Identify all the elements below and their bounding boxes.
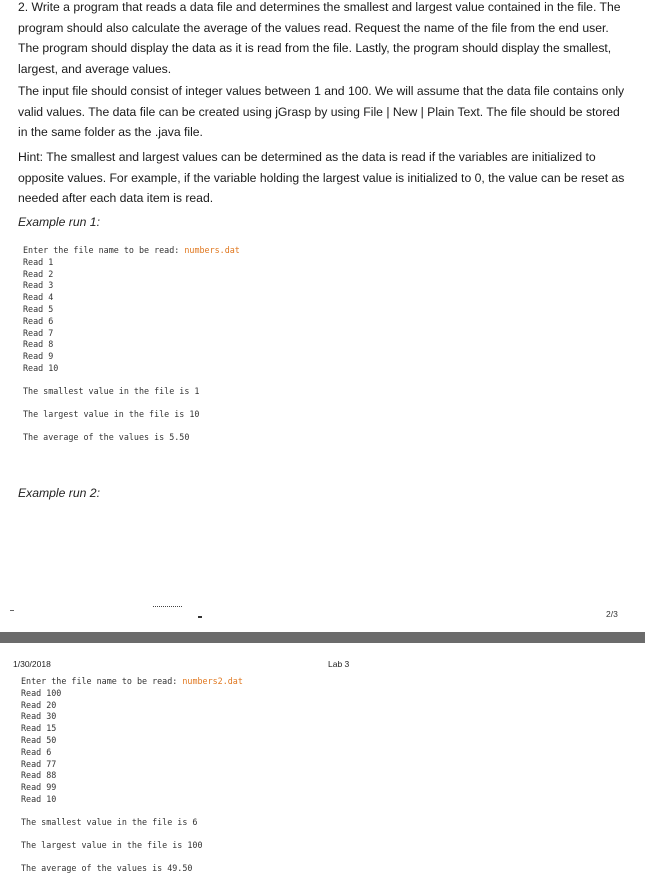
console-prompt-line (21, 676, 243, 688)
console-read-line: Read 5 (23, 303, 54, 314)
example-run-2-heading: Example run 2: (18, 486, 100, 500)
document-page-2 (0, 643, 645, 887)
footer-mark (153, 606, 182, 607)
header-date: 1/30/2018 (13, 659, 51, 669)
console-input-filename: numbers.dat (184, 245, 240, 255)
console-read-line: Read 15 (21, 723, 57, 734)
page-separator (0, 632, 645, 643)
input-file-paragraph: The input file should consist of integer values between 1 and 100. We will assume that the data file contains only valid values. The data file can be created using jGrasp by using File | New | Plain Text. The file should be stored in the same folder as the .java file. (18, 84, 625, 140)
smallest-value-output: The smallest value in the file is 6 (21, 817, 198, 827)
console-prompt: Enter the file name to be read: (21, 676, 183, 686)
header-lab-title: Lab 3 (328, 659, 350, 669)
hint-paragraph: Hint: The smallest and largest values can be determined as the data is read if the variables are initialized to opposite values. For example, if the variable holding the largest value is initialized to 0, the value can be reset as needed after each data item is read. (18, 150, 625, 206)
console-read-line: Read 10 (21, 793, 57, 804)
example-run-1-heading: Example run 1: (18, 215, 100, 229)
average-value-output: The average of the values is 5.50 (23, 432, 190, 442)
console-read-line: Read 99 (21, 782, 57, 793)
console-read-line: Read 88 (21, 770, 57, 781)
average-value-output: The average of the values is 49.50 (21, 863, 193, 873)
console-read-line: Read 9 (23, 351, 54, 362)
smallest-value-output: The smallest value in the file is 1 (23, 386, 200, 396)
console-read-line: Read 20 (21, 699, 57, 710)
console-read-line: Read 7 (23, 327, 54, 338)
console-read-line: Read 30 (21, 711, 57, 722)
example-run-1-console (23, 245, 240, 375)
console-read-line: Read 8 (23, 339, 54, 350)
page-number: 2/3 (606, 609, 618, 619)
console-read-line: Read 1 (23, 256, 54, 267)
console-read-line: Read 4 (23, 292, 54, 303)
console-read-line: Read 100 (21, 687, 62, 698)
console-read-line: Read 50 (21, 734, 57, 745)
console-read-line: Read 3 (23, 280, 54, 291)
footer-mark (10, 610, 14, 611)
console-read-line: Read 2 (23, 268, 54, 279)
console-prompt: Enter the file name to be read: (23, 245, 185, 255)
largest-value-output: The largest value in the file is 100 (21, 840, 203, 850)
problem-statement-paragraph: 2. Write a program that reads a data file and determines the smallest and largest value contained in the file. The program should also calculate the average of the values read. Request the name of the file from the end user. The program should display the data as it is read from the file. Lastly, the program should display the smallest, largest, and average values. (18, 0, 621, 77)
console-prompt-line (23, 245, 240, 257)
example-run-2-console (21, 676, 243, 806)
console-read-line: Read 6 (23, 315, 54, 326)
console-read-line: Read 6 (21, 746, 52, 757)
largest-value-output: The largest value in the file is 10 (23, 409, 200, 419)
console-read-line: Read 77 (21, 758, 57, 769)
console-input-filename: numbers2.dat (182, 676, 243, 686)
footer-mark (198, 616, 202, 618)
console-read-line: Read 10 (23, 362, 59, 373)
